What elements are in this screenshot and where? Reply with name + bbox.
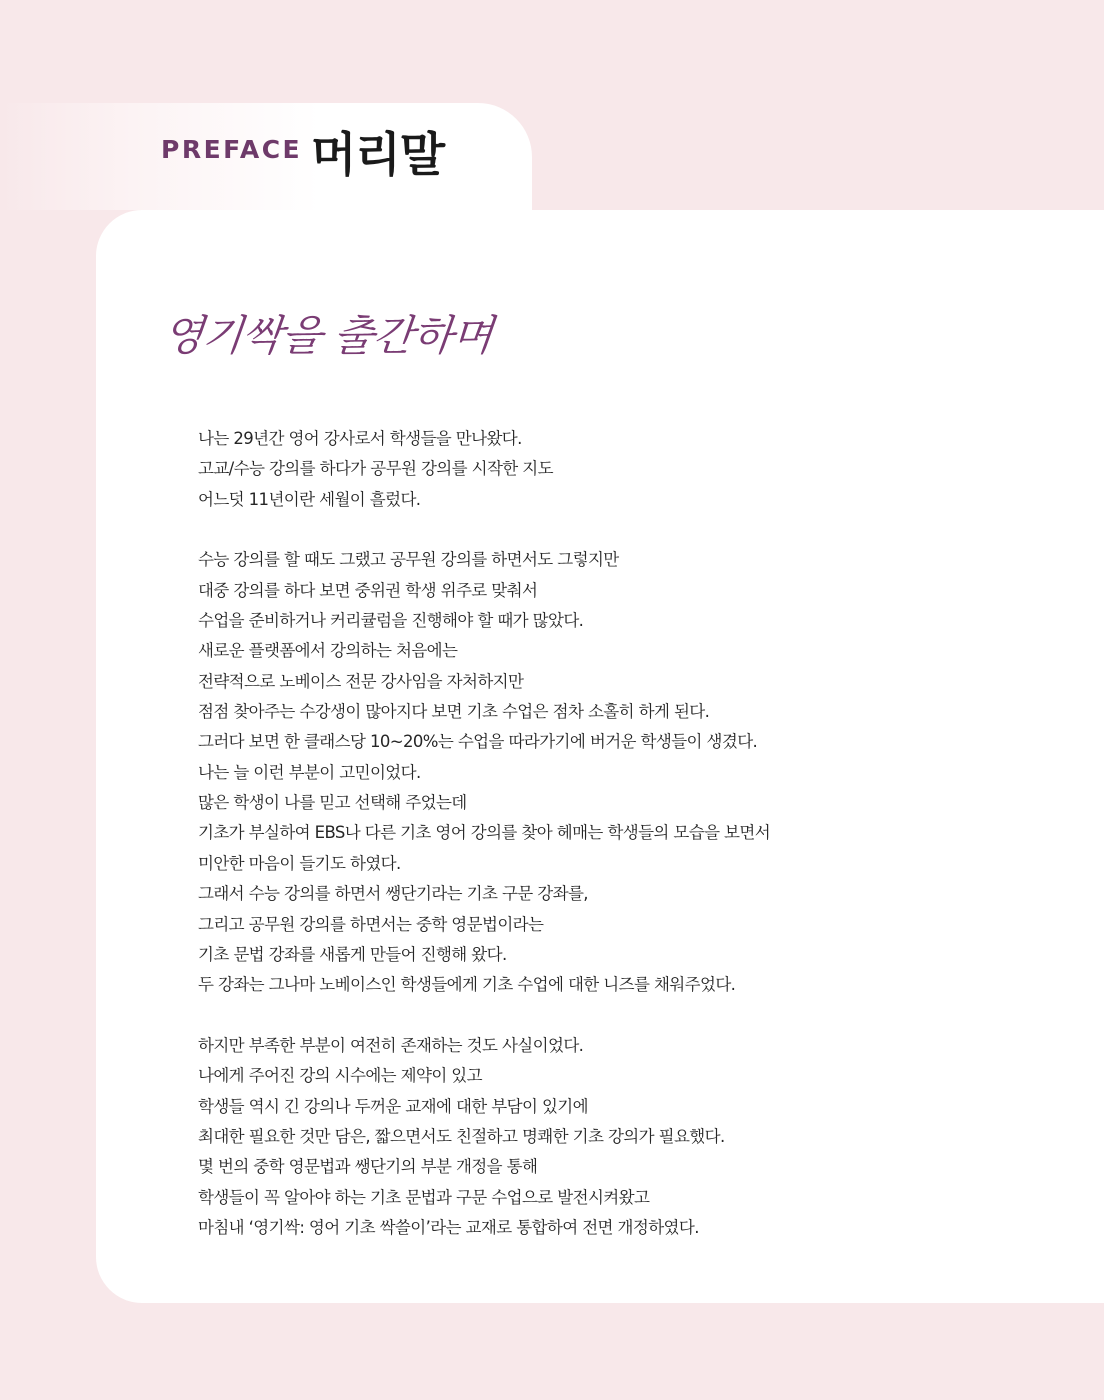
paragraph-line: 하지만 부족한 부분이 여전히 존재하는 것도 사실이었다. [198, 1035, 584, 1055]
preface-label-en: PREFACE [161, 135, 303, 164]
paragraph-line: 기초 문법 강좌를 새롭게 만들어 진행해 왔다. [198, 944, 507, 964]
paragraph-line: 나는 29년간 영어 강사로서 학생들을 만나왔다. [198, 429, 522, 448]
paragraph-line: 기초가 부실하여 EBS나 다른 기초 영어 강의를 찾아 헤매는 학생들의 모습을 보면서 [198, 823, 771, 843]
paragraph-line: 마침내 ‘영기싹: 영어 기초 싹쓸이’라는 교재로 통합하여 전면 개정하였다. [198, 1217, 699, 1237]
paragraph-line: 나에게 주어진 강의 시수에는 제약이 있고 [198, 1066, 482, 1086]
paragraph-line: 그래서 수능 강의를 하면서 쌩단기라는 기초 구문 강좌를, [198, 884, 588, 904]
handwritten-title: 영기싹을 출간하며 [160, 311, 495, 360]
paragraph-gap [198, 1001, 958, 1031]
paragraph-line: 나는 늘 이런 부분이 고민이었다. [198, 762, 421, 782]
paragraph-line: 새로운 플랫폼에서 강의하는 처음에는 [198, 641, 458, 661]
paragraph-line: 최대한 필요한 것만 담은, 짧으면서도 친절하고 명쾌한 기초 강의가 필요했다. [198, 1126, 725, 1146]
preface-label-ko: 머리말 [311, 128, 445, 183]
paragraph-line: 학생들이 꼭 알아야 하는 기초 문법과 구문 수업으로 발전시켜왔고 [198, 1187, 650, 1207]
paragraph-line: 미안한 마음이 들기도 하였다. [198, 853, 401, 873]
paragraph-line: 점점 찾아주는 수강생이 많아지다 보면 기초 수업은 점차 소홀히 하게 된다. [198, 702, 710, 722]
paragraph-line: 그리고 공무원 강의를 하면서는 중학 영문법이라는 [198, 914, 544, 934]
paragraph-line: 두 강좌는 그나마 노베이스인 학생들에게 기초 수업에 대한 니즈를 채워주었다. [198, 975, 736, 995]
paragraph-gap [198, 515, 958, 545]
paragraph-line: 대중 강의를 하다 보면 중위권 학생 위주로 맞춰서 [198, 580, 538, 600]
paragraph-line: 고교/수능 강의를 하다가 공무원 강의를 시작한 지도 [198, 459, 553, 479]
paragraph-line: 몇 번의 중학 영문법과 쌩단기의 부분 개정을 통해 [198, 1157, 538, 1177]
paragraph-line: 많은 학생이 나를 믿고 선택해 주었는데 [198, 793, 467, 813]
paragraph-line: 수능 강의를 할 때도 그랬고 공무원 강의를 하면서도 그렇지만 [198, 550, 619, 570]
paragraph-line: 전략적으로 노베이스 전문 강사임을 자처하지만 [198, 671, 524, 691]
paragraph-line: 학생들 역시 긴 강의나 두꺼운 교재에 대한 부담이 있기에 [198, 1096, 588, 1116]
paragraph-line: 그러다 보면 한 클래스당 10~20%는 수업을 따라가기에 버거운 학생들이 생겼다. [198, 732, 758, 752]
paragraph-line: 수업을 준비하거나 커리큘럼을 진행해야 할 때가 많았다. [198, 611, 584, 631]
preface-body [198, 424, 958, 1243]
paragraph-line: 어느덧 11년이란 세월이 흘렀다. [198, 489, 421, 509]
